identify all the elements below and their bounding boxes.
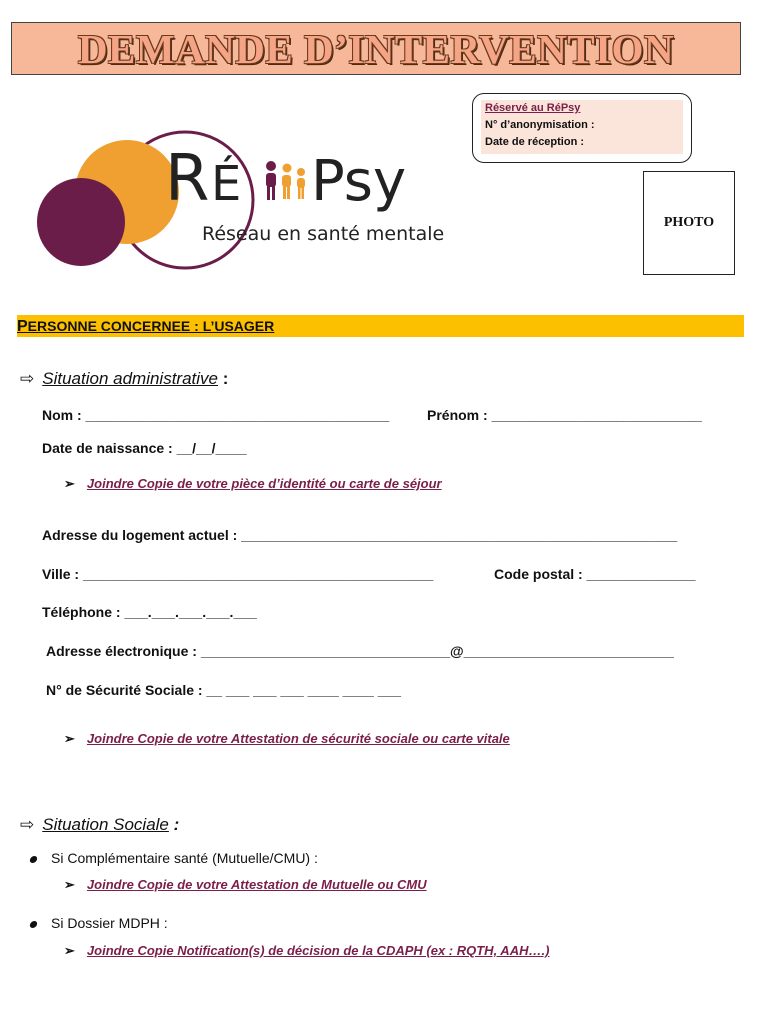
logo-tagline: Réseau en santé mentale — [202, 223, 445, 245]
social-heading: ⇨ Situation Sociale : — [20, 815, 180, 834]
identity-doc-link[interactable]: ➢ Joindre Copie de votre pièce d’identité ou carte de séjour — [64, 476, 442, 491]
mdph-item: Si Dossier MDPH : — [30, 915, 168, 931]
repsy-logo — [35, 120, 455, 290]
reserved-header: Réservé au RéPsy — [485, 102, 581, 114]
title-banner — [11, 22, 741, 75]
postal-code-field[interactable]: Code postal : ______________ — [494, 566, 696, 582]
address-field[interactable]: Adresse du logement actuel : ________________________________________________________ — [42, 527, 678, 543]
section-bar — [17, 315, 744, 337]
social-security-doc-link[interactable]: ➢ Joindre Copie de votre Attestation de sécurité sociale ou carte vitale — [64, 731, 510, 746]
anonymisation-label: N° d’anonymisation : — [485, 119, 595, 131]
city-field[interactable]: Ville : _____________________________________________ — [42, 566, 434, 582]
birthdate-field[interactable]: Date de naissance : __/__/____ — [42, 440, 247, 456]
page-title: DEMANDE D’INTERVENTION — [77, 25, 675, 72]
bullet-dot-icon — [29, 856, 38, 863]
arrow-bullet-icon: ➢ — [64, 877, 75, 892]
cdaph-doc-link[interactable]: ➢ Joindre Copie Notification(s) de décision de la CDAPH (ex : RQTH, AAH….) — [64, 943, 550, 958]
prenom-field[interactable]: Prénom : ___________________________ — [427, 407, 702, 423]
photo-box[interactable] — [643, 171, 735, 275]
svg-text:É: É — [211, 156, 242, 212]
svg-text:R: R — [165, 142, 210, 216]
nom-field[interactable]: Nom : _______________________________________ — [42, 407, 390, 423]
arrow-bullet-icon: ➢ — [64, 943, 75, 958]
photo-label: PHOTO — [663, 215, 715, 230]
bullet-dot-icon — [29, 921, 38, 928]
hollow-arrow-icon: ⇨ — [20, 815, 35, 834]
social-security-field[interactable]: N° de Sécurité Sociale : __ ___ ___ ___ ____ ____ ___ — [46, 682, 402, 698]
arrow-bullet-icon: ➢ — [64, 731, 75, 746]
hollow-arrow-icon: ⇨ — [20, 369, 35, 388]
logo-graphic — [35, 120, 455, 290]
email-field[interactable]: Adresse électronique : ________________________________@___________________________ — [46, 643, 674, 659]
admin-heading: ⇨ Situation administrative : — [20, 369, 229, 388]
reception-date-label: Date de réception : — [485, 136, 585, 148]
arrow-bullet-icon: ➢ — [64, 476, 75, 491]
section-title: PERSONNE CONCERNEE : L’USAGER — [17, 318, 275, 335]
svg-text:Psy: Psy — [311, 149, 407, 214]
complementary-health-item: Si Complémentaire santé (Mutuelle/CMU) : — [30, 850, 318, 866]
reserved-box-content — [481, 100, 683, 154]
mutuelle-doc-link[interactable]: ➢ Joindre Copie de votre Attestation de Mutuelle ou CMU — [64, 877, 427, 892]
phone-field[interactable]: Téléphone : ___.___.___.___.___ — [42, 604, 257, 620]
reserved-box — [472, 93, 692, 163]
